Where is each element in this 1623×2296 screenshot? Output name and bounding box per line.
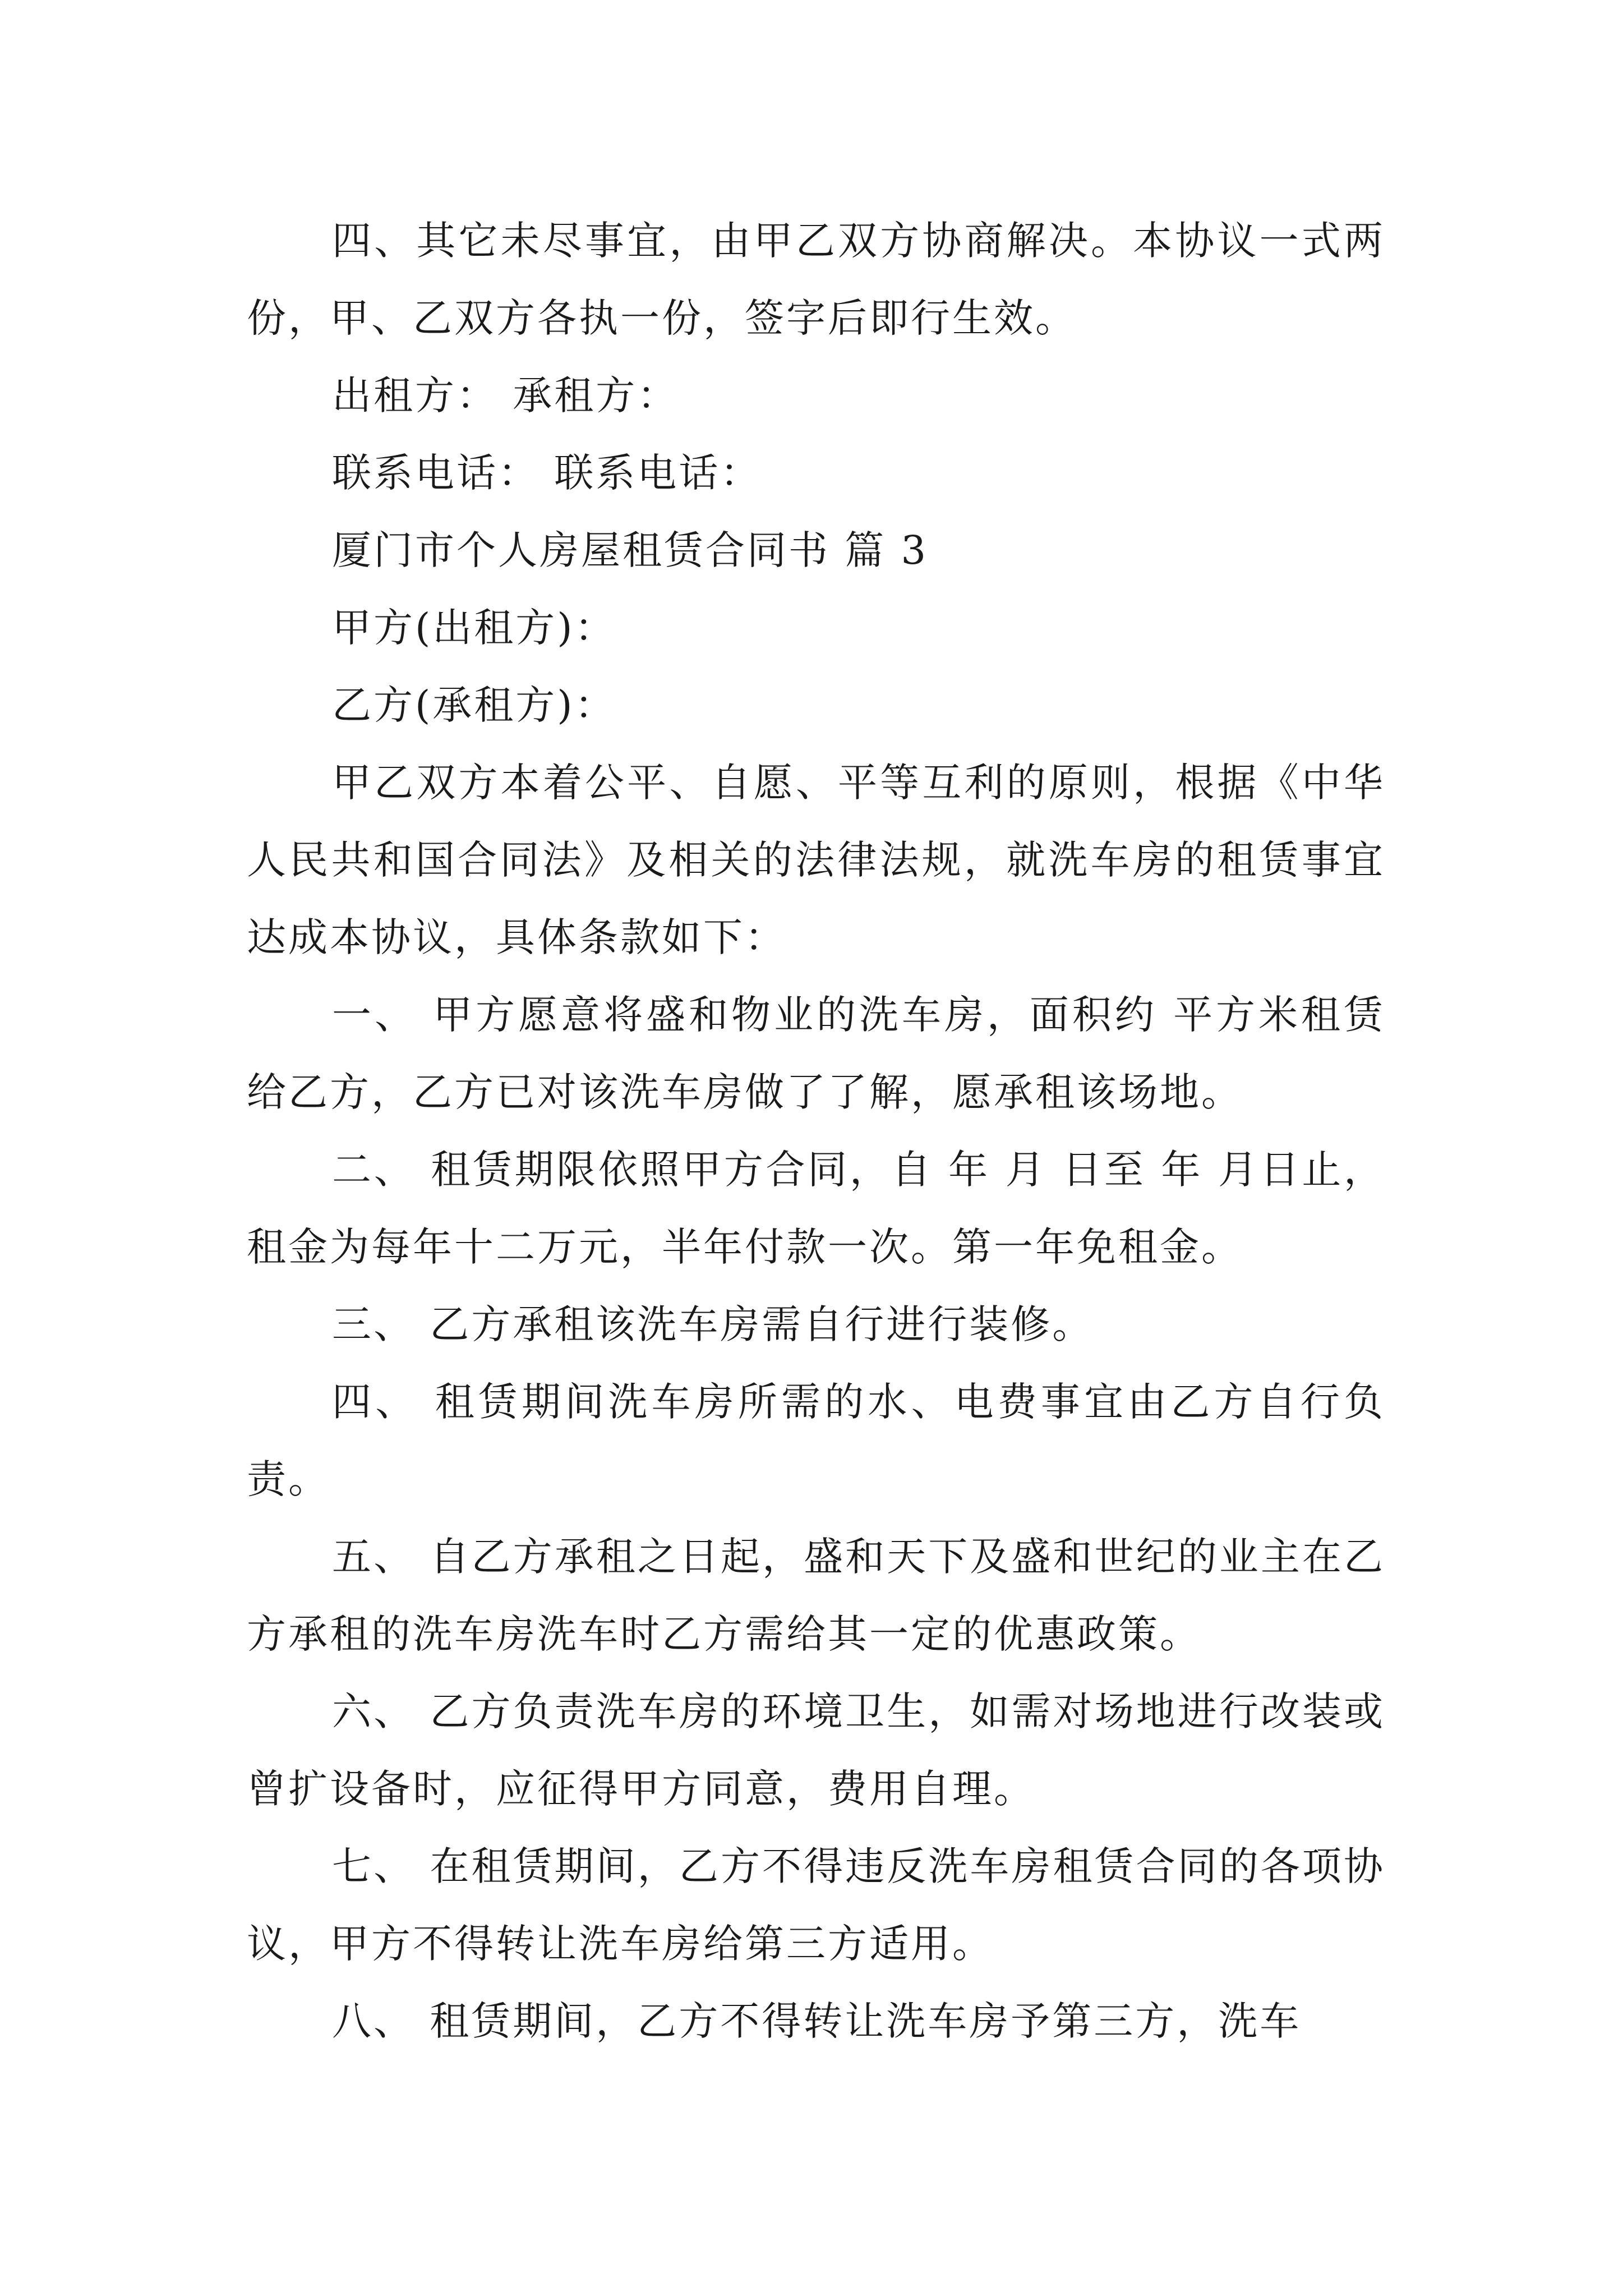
clause-8: 八、 租赁期间，乙方不得转让洗车房予第三方，洗车: [332, 1998, 1302, 2044]
contact-phone-line: 联系电话： 联系电话：: [332, 450, 762, 496]
clause-5: 五、 自乙方承租之日起，盛和天下及盛和世纪的业主在乙方承租的洗车房洗车时乙方需给其一定的优惠政策。: [247, 1534, 1385, 1657]
party-b-line: 乙方(承租方)：: [332, 682, 616, 728]
clause-1: 一、 甲方愿意将盛和物业的洗车房，面积约 平方米租赁给乙方，乙方已对该洗车房做了了解，愿承租该场地。: [247, 992, 1385, 1115]
clause-6: 六、 乙方负责洗车房的环境卫生，如需对场地进行改装或曾扩设备时，应征得甲方同意，费用自理。: [247, 1688, 1385, 1812]
clause-7: 七、 在租赁期间，乙方不得违反洗车房租赁合同的各项协议，甲方不得转让洗车房给第三方适用。: [247, 1843, 1385, 1967]
party-a-line: 甲方(出租方)：: [332, 605, 616, 651]
clause-3: 三、 乙方承租该洗车房需自行进行装修。: [332, 1301, 1094, 1347]
clause-other-matters: 四、其它未尽事宜，由甲乙双方协商解决。本协议一式两份，甲、乙双方各执一份，签字后即行生效。: [247, 218, 1385, 341]
clause-2: 二、 租赁期限依照甲方合同，自 年 月 日至 年 月日止，租金为每年十二万元，半年付款一次。第一年免租金。: [247, 1147, 1385, 1270]
section-title: 厦门市个人房屋租赁合同书 篇 3: [332, 527, 929, 573]
document-body: [247, 202, 1385, 2060]
preamble-paragraph: 甲乙双方本着公平、自愿、平等互利的原则，根据《中华人民共和国合同法》及相关的法律法规，就洗车房的租赁事宜达成本协议，具体条款如下：: [247, 760, 1385, 960]
clause-4: 四、 租赁期间洗车房所需的水、电费事宜由乙方自行负责。: [247, 1379, 1385, 1502]
lessor-lessee-signature-line: 出租方： 承租方：: [332, 372, 679, 418]
